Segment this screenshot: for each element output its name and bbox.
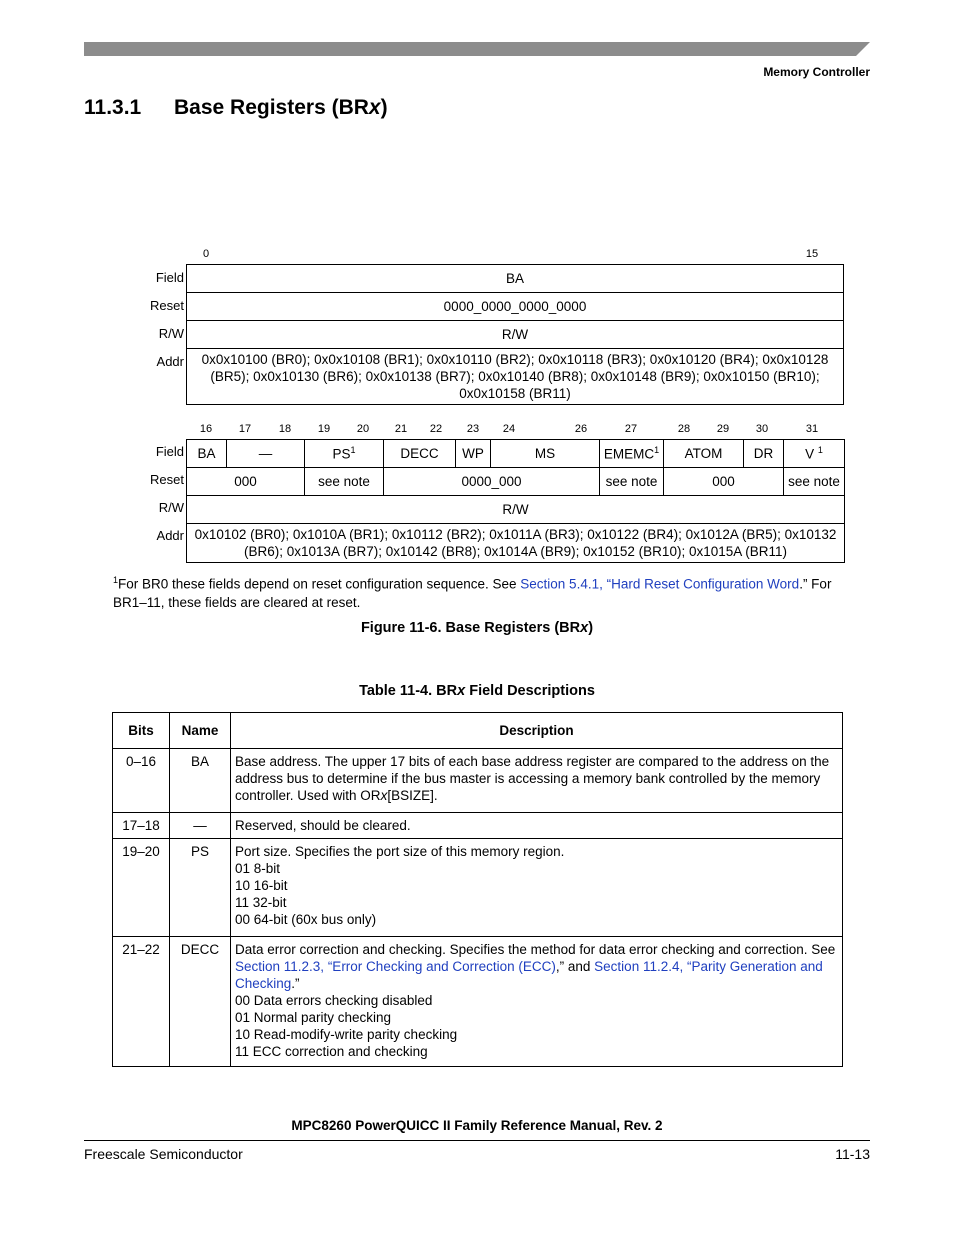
row-label-rw: R/W <box>158 500 184 515</box>
bit-number: 17 <box>238 423 252 435</box>
option-line: 00 64-bit (60x bus only) <box>235 912 377 927</box>
section-title: 11.3.1 Base Registers (BRx) <box>84 96 388 119</box>
field-wp: WP <box>456 440 491 468</box>
addr-upper: 0x0x10100 (BR0); 0x0x10108 (BR1); 0x0x10110 (BR2); 0x0x10118 (BR3); 0x0x10120 (BR4); 0x0x10128 (BR5); 0x0x10130 (BR6); 0x0x10138 (BR7); 0x0x10140 (BR8); 0x0x10148 (BR9); 0x0x10150 (BR10); 0x0x10158 (BR11) <box>187 349 844 405</box>
cell-name: PS <box>170 839 231 937</box>
field-ms: MS <box>491 440 600 468</box>
reset-upper: 0000_0000_0000_0000 <box>187 293 844 321</box>
bit-number: 27 <box>624 423 638 435</box>
option-line: 11 ECC correction and checking <box>235 1044 428 1059</box>
bit-number: 26 <box>574 423 588 435</box>
bit-number: 15 <box>805 248 819 260</box>
header-description: Description <box>231 713 843 749</box>
reset-value: 000 <box>664 468 784 496</box>
row-label-addr: Addr <box>156 528 184 543</box>
table-row <box>113 839 843 937</box>
cell-description: Base address. The upper 17 bits of each base address register are compared to the address on the address bus to determine if the bus master is accessing a memory bank controlled by the memory controller. Used with ORx[BSIZE]. <box>231 749 843 813</box>
field-decc: DECC <box>384 440 456 468</box>
cell-name: BA <box>170 749 231 813</box>
bit-number: 23 <box>466 423 480 435</box>
figure-caption: Figure 11-6. Base Registers (BRx) <box>360 620 594 636</box>
field-reserved: — <box>227 440 305 468</box>
header-bits: Bits <box>113 713 170 749</box>
reset-value: see note <box>784 468 845 496</box>
bit-number: 16 <box>199 423 213 435</box>
bit-number: 19 <box>317 423 331 435</box>
field-v: V $^1$ <box>784 440 845 468</box>
table-row <box>113 749 843 813</box>
bit-number: 24 <box>502 423 516 435</box>
bit-number: 28 <box>677 423 691 435</box>
option-line: 00 Data errors checking disabled <box>235 993 433 1008</box>
field-atom: ATOM <box>664 440 744 468</box>
rw-lower: R/W <box>187 496 845 524</box>
bit-number: 29 <box>716 423 730 435</box>
register-footnote: $^1$For BR0 these fields depend on reset configuration sequence. See Section 5.4.1, “Hard Reset Configuration Word.” For BR1–11, these fields are cleared at reset. <box>113 575 832 610</box>
option-line: 10 Read-modify-write parity checking <box>235 1027 458 1042</box>
bit-number: 0 <box>202 248 210 260</box>
row-label-field: Field <box>155 270 184 285</box>
field-dr: DR <box>744 440 784 468</box>
cell-description: Data error correction and checking. Specifies the method for data error checking and correction. See Section 11.2.3, “Error Checking and Correction (ECC),” and Section 11.2.4, “Parity Generation and Checking.” 00 Data errors checking disabled 01 Normal parity checking 10 Read-modify-write parity checking 11 ECC correction and checking <box>231 937 843 1067</box>
table-row <box>113 813 843 839</box>
field-ps: $PS^1$ <box>305 440 384 468</box>
reset-value: 000 <box>187 468 305 496</box>
option-line: 01 8-bit <box>235 861 281 876</box>
row-label-addr: Addr <box>156 354 184 369</box>
option-line: 01 Normal parity checking <box>235 1010 392 1025</box>
footer-publisher: Freescale Semiconductor <box>84 1146 243 1162</box>
bit-number: 31 <box>805 423 819 435</box>
section-number: 11.3.1 <box>84 96 142 119</box>
row-label-reset: Reset <box>150 298 184 313</box>
footer-title: MPC8260 PowerQUICC II Family Reference Manual, Rev. 2 <box>291 1118 663 1133</box>
bit-number: 22 <box>429 423 443 435</box>
running-title: Memory Controller <box>763 65 870 79</box>
cell-bits: 17–18 <box>113 813 170 839</box>
link-section-11-2-4[interactable]: Section 11.2.4, “Parity Generation and Checking <box>235 959 823 991</box>
bit-number: 30 <box>755 423 769 435</box>
rw-upper: R/W <box>187 321 844 349</box>
row-label-reset: Reset <box>150 472 184 487</box>
option-line: 11 32-bit <box>235 895 287 910</box>
cell-description: Reserved, should be cleared. <box>231 813 843 839</box>
footer-divider <box>84 1140 870 1141</box>
bit-number: 21 <box>394 423 408 435</box>
register-upper-table <box>186 264 844 405</box>
cell-bits: 0–16 <box>113 749 170 813</box>
bit-number: 20 <box>356 423 370 435</box>
reset-value: see note <box>600 468 664 496</box>
header-name: Name <box>170 713 231 749</box>
field-description-table <box>112 712 843 1067</box>
field-ba-upper: BA <box>187 265 844 293</box>
field-ememc: EMEMC$^1$ <box>600 440 664 468</box>
field-ba: BA <box>187 440 227 468</box>
header-bar <box>84 42 870 56</box>
register-lower-table <box>186 439 845 563</box>
bit-number: 18 <box>278 423 292 435</box>
cell-bits: 21–22 <box>113 937 170 1067</box>
link-section-5-4-1[interactable]: Section 5.4.1, “Hard Reset Configuration Word <box>520 576 800 592</box>
cell-name: — <box>170 813 231 839</box>
row-label-field: Field <box>155 444 184 459</box>
table-row <box>113 937 843 1067</box>
row-label-rw: R/W <box>158 326 184 341</box>
page-number: 11-13 <box>835 1146 870 1162</box>
option-line: 10 16-bit <box>235 878 288 893</box>
cell-bits: 19–20 <box>113 839 170 937</box>
cell-description: Port size. Specifies the port size of this memory region. 01 8-bit 10 16-bit 11 32-bit 00 64-bit (60x bus only) <box>231 839 843 937</box>
reset-value: see note <box>305 468 384 496</box>
addr-lower: 0x10102 (BR0); 0x1010A (BR1); 0x10112 (BR2); 0x1011A (BR3); 0x10122 (BR4); 0x1012A (BR5); 0x10132 (BR6); 0x1013A (BR7); 0x10142 (BR8); 0x1014A (BR9); 0x10152 (BR10); 0x1015A (BR11) <box>187 524 845 563</box>
link-section-11-2-3[interactable]: Section 11.2.3, “Error Checking and Correction (ECC) <box>235 959 556 974</box>
reset-value: 0000_000 <box>384 468 600 496</box>
cell-name: DECC <box>170 937 231 1067</box>
table-caption: Table 11-4. BRx Field Descriptions <box>359 683 595 699</box>
